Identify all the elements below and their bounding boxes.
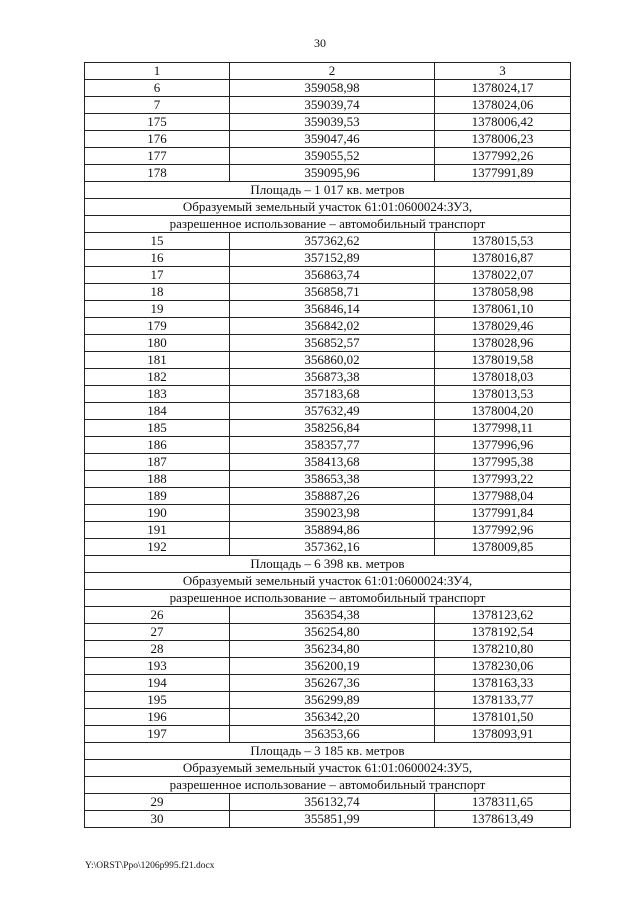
parcel-title-line1: Образуемый земельный участок 61:01:0600024:ЗУ4, xyxy=(85,573,571,590)
table-row xyxy=(85,403,571,420)
point-number-cell: 177 xyxy=(85,148,230,165)
table-row xyxy=(85,284,571,301)
x-coordinate-cell: 356132,74 xyxy=(230,794,435,811)
table-row xyxy=(85,454,571,471)
parcel-title-line1-row xyxy=(85,199,571,216)
area-summary: Площадь – 3 185 кв. метров xyxy=(85,743,571,760)
table-row xyxy=(85,369,571,386)
parcel-title-line1-row xyxy=(85,760,571,777)
x-coordinate-cell: 356846,14 xyxy=(230,301,435,318)
table-row xyxy=(85,811,571,828)
x-coordinate-cell: 356353,66 xyxy=(230,726,435,743)
x-coordinate-cell: 356254,80 xyxy=(230,624,435,641)
x-coordinate-cell: 359055,52 xyxy=(230,148,435,165)
point-number-cell: 27 xyxy=(85,624,230,641)
parcel-title-line2: разрешенное использование – автомобильный транспорт xyxy=(85,216,571,233)
header-cell-y: 3 xyxy=(435,63,571,80)
y-coordinate-cell: 1377992,96 xyxy=(435,522,571,539)
y-coordinate-cell: 1378022,07 xyxy=(435,267,571,284)
table-row xyxy=(85,301,571,318)
y-coordinate-cell: 1378311,65 xyxy=(435,794,571,811)
y-coordinate-cell: 1378004,20 xyxy=(435,403,571,420)
point-number-cell: 15 xyxy=(85,233,230,250)
y-coordinate-cell: 1377991,89 xyxy=(435,165,571,182)
table-row xyxy=(85,641,571,658)
y-coordinate-cell: 1378613,49 xyxy=(435,811,571,828)
table-row xyxy=(85,97,571,114)
parcel-title-line2-row xyxy=(85,777,571,794)
x-coordinate-cell: 358887,26 xyxy=(230,488,435,505)
table-row xyxy=(85,726,571,743)
area-summary-row xyxy=(85,556,571,573)
table-row xyxy=(85,675,571,692)
table-row xyxy=(85,80,571,97)
parcel-title-line1-row xyxy=(85,573,571,590)
table-row xyxy=(85,624,571,641)
point-number-cell: 182 xyxy=(85,369,230,386)
point-number-cell: 189 xyxy=(85,488,230,505)
point-number-cell: 28 xyxy=(85,641,230,658)
x-coordinate-cell: 355851,99 xyxy=(230,811,435,828)
x-coordinate-cell: 356200,19 xyxy=(230,658,435,675)
x-coordinate-cell: 356852,57 xyxy=(230,335,435,352)
y-coordinate-cell: 1378210,80 xyxy=(435,641,571,658)
point-number-cell: 178 xyxy=(85,165,230,182)
point-number-cell: 194 xyxy=(85,675,230,692)
x-coordinate-cell: 358413,68 xyxy=(230,454,435,471)
table-row xyxy=(85,148,571,165)
point-number-cell: 184 xyxy=(85,403,230,420)
point-number-cell: 191 xyxy=(85,522,230,539)
point-number-cell: 187 xyxy=(85,454,230,471)
x-coordinate-cell: 359058,98 xyxy=(230,80,435,97)
point-number-cell: 195 xyxy=(85,692,230,709)
point-number-cell: 197 xyxy=(85,726,230,743)
point-number-cell: 6 xyxy=(85,80,230,97)
parcel-title-line1: Образуемый земельный участок 61:01:0600024:ЗУ5, xyxy=(85,760,571,777)
page-number: 30 xyxy=(314,36,326,50)
point-number-cell: 185 xyxy=(85,420,230,437)
table-row xyxy=(85,692,571,709)
table-row xyxy=(85,335,571,352)
x-coordinate-cell: 357152,89 xyxy=(230,250,435,267)
header-cell-point: 1 xyxy=(85,63,230,80)
point-number-cell: 192 xyxy=(85,539,230,556)
point-number-cell: 176 xyxy=(85,131,230,148)
y-coordinate-cell: 1378006,42 xyxy=(435,114,571,131)
y-coordinate-cell: 1378024,17 xyxy=(435,80,571,97)
area-summary: Площадь – 6 398 кв. метров xyxy=(85,556,571,573)
y-coordinate-cell: 1377996,96 xyxy=(435,437,571,454)
y-coordinate-cell: 1378029,46 xyxy=(435,318,571,335)
y-coordinate-cell: 1378093,91 xyxy=(435,726,571,743)
x-coordinate-cell: 356873,38 xyxy=(230,369,435,386)
table-row xyxy=(85,658,571,675)
point-number-cell: 181 xyxy=(85,352,230,369)
table-row xyxy=(85,386,571,403)
x-coordinate-cell: 357632,49 xyxy=(230,403,435,420)
table-row xyxy=(85,267,571,284)
y-coordinate-cell: 1377995,38 xyxy=(435,454,571,471)
table-row xyxy=(85,522,571,539)
x-coordinate-cell: 356863,74 xyxy=(230,267,435,284)
point-number-cell: 19 xyxy=(85,301,230,318)
header-cell-x: 2 xyxy=(230,63,435,80)
point-number-cell: 17 xyxy=(85,267,230,284)
point-number-cell: 7 xyxy=(85,97,230,114)
table-header-row xyxy=(85,63,571,80)
y-coordinate-cell: 1378133,77 xyxy=(435,692,571,709)
x-coordinate-cell: 358357,77 xyxy=(230,437,435,454)
y-coordinate-cell: 1378013,53 xyxy=(435,386,571,403)
table-row xyxy=(85,471,571,488)
area-summary-row xyxy=(85,182,571,199)
parcel-title-line1: Образуемый земельный участок 61:01:0600024:ЗУ3, xyxy=(85,199,571,216)
table-row xyxy=(85,165,571,182)
point-number-cell: 196 xyxy=(85,709,230,726)
x-coordinate-cell: 358653,38 xyxy=(230,471,435,488)
y-coordinate-cell: 1378101,50 xyxy=(435,709,571,726)
x-coordinate-cell: 356354,38 xyxy=(230,607,435,624)
x-coordinate-cell: 359047,46 xyxy=(230,131,435,148)
y-coordinate-cell: 1377992,26 xyxy=(435,148,571,165)
point-number-cell: 30 xyxy=(85,811,230,828)
table-row xyxy=(85,114,571,131)
y-coordinate-cell: 1378024,06 xyxy=(435,97,571,114)
x-coordinate-cell: 356234,80 xyxy=(230,641,435,658)
point-number-cell: 16 xyxy=(85,250,230,267)
y-coordinate-cell: 1377998,11 xyxy=(435,420,571,437)
file-path-footer: Y:\ORST\Ppo\1206p995.f21.docx xyxy=(85,861,215,871)
x-coordinate-cell: 357183,68 xyxy=(230,386,435,403)
x-coordinate-cell: 359039,53 xyxy=(230,114,435,131)
parcel-title-line2-row xyxy=(85,590,571,607)
y-coordinate-cell: 1377993,22 xyxy=(435,471,571,488)
area-summary: Площадь – 1 017 кв. метров xyxy=(85,182,571,199)
point-number-cell: 186 xyxy=(85,437,230,454)
table-row xyxy=(85,233,571,250)
table-row xyxy=(85,539,571,556)
table-row xyxy=(85,488,571,505)
x-coordinate-cell: 358256,84 xyxy=(230,420,435,437)
table-row xyxy=(85,607,571,624)
parcel-title-line2: разрешенное использование – автомобильный транспорт xyxy=(85,777,571,794)
x-coordinate-cell: 359095,96 xyxy=(230,165,435,182)
x-coordinate-cell: 356267,36 xyxy=(230,675,435,692)
y-coordinate-cell: 1378006,23 xyxy=(435,131,571,148)
point-number-cell: 175 xyxy=(85,114,230,131)
table-row xyxy=(85,250,571,267)
table-row xyxy=(85,437,571,454)
y-coordinate-cell: 1378192,54 xyxy=(435,624,571,641)
y-coordinate-cell: 1378123,62 xyxy=(435,607,571,624)
y-coordinate-cell: 1378015,53 xyxy=(435,233,571,250)
x-coordinate-cell: 357362,62 xyxy=(230,233,435,250)
point-number-cell: 180 xyxy=(85,335,230,352)
y-coordinate-cell: 1378028,96 xyxy=(435,335,571,352)
x-coordinate-cell: 356858,71 xyxy=(230,284,435,301)
y-coordinate-cell: 1378061,10 xyxy=(435,301,571,318)
x-coordinate-cell: 356842,02 xyxy=(230,318,435,335)
x-coordinate-cell: 356342,20 xyxy=(230,709,435,726)
y-coordinate-cell: 1378009,85 xyxy=(435,539,571,556)
y-coordinate-cell: 1377991,84 xyxy=(435,505,571,522)
area-summary-row xyxy=(85,743,571,760)
coordinates-table-body xyxy=(85,63,571,828)
point-number-cell: 18 xyxy=(85,284,230,301)
x-coordinate-cell: 358894,86 xyxy=(230,522,435,539)
x-coordinate-cell: 359023,98 xyxy=(230,505,435,522)
x-coordinate-cell: 359039,74 xyxy=(230,97,435,114)
x-coordinate-cell: 356299,89 xyxy=(230,692,435,709)
point-number-cell: 29 xyxy=(85,794,230,811)
y-coordinate-cell: 1378019,58 xyxy=(435,352,571,369)
table-row xyxy=(85,794,571,811)
y-coordinate-cell: 1378018,03 xyxy=(435,369,571,386)
table-row xyxy=(85,420,571,437)
x-coordinate-cell: 356860,02 xyxy=(230,352,435,369)
table-row xyxy=(85,131,571,148)
y-coordinate-cell: 1378163,33 xyxy=(435,675,571,692)
x-coordinate-cell: 357362,16 xyxy=(230,539,435,556)
y-coordinate-cell: 1378230,06 xyxy=(435,658,571,675)
point-number-cell: 193 xyxy=(85,658,230,675)
point-number-cell: 188 xyxy=(85,471,230,488)
parcel-title-line2-row xyxy=(85,216,571,233)
table-row xyxy=(85,352,571,369)
parcel-title-line2: разрешенное использование – автомобильный транспорт xyxy=(85,590,571,607)
point-number-cell: 190 xyxy=(85,505,230,522)
point-number-cell: 26 xyxy=(85,607,230,624)
table-row xyxy=(85,318,571,335)
coordinates-table xyxy=(84,62,571,828)
table-row xyxy=(85,709,571,726)
y-coordinate-cell: 1378016,87 xyxy=(435,250,571,267)
table-row xyxy=(85,505,571,522)
point-number-cell: 179 xyxy=(85,318,230,335)
point-number-cell: 183 xyxy=(85,386,230,403)
y-coordinate-cell: 1378058,98 xyxy=(435,284,571,301)
y-coordinate-cell: 1377988,04 xyxy=(435,488,571,505)
